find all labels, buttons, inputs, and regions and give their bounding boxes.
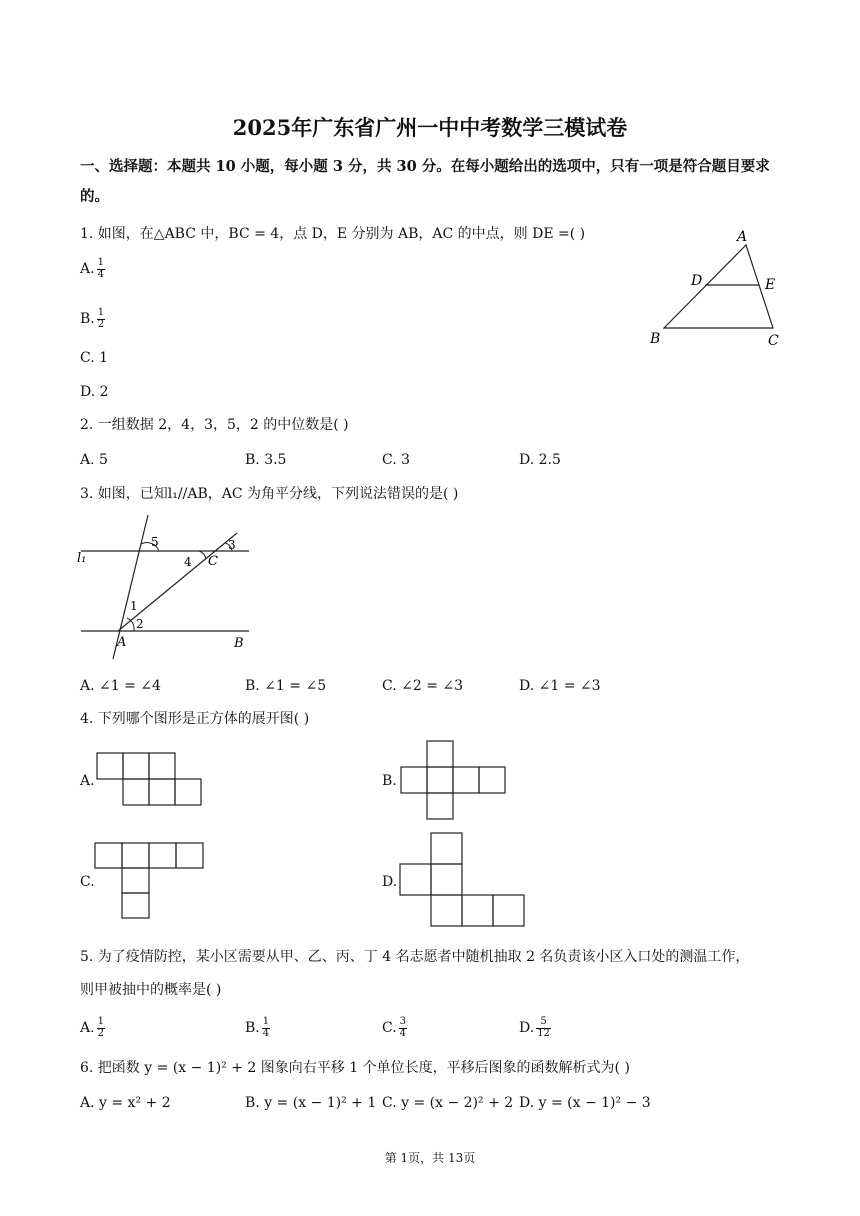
q6-stem: 6. 把函数 y = (x − 1)² + 2 图象向右平移 1 个单位长度，平移后图象的函数解析式为( ) bbox=[80, 1060, 630, 1076]
angle4-arc bbox=[199, 551, 206, 559]
label-3: 3 bbox=[228, 538, 236, 552]
q4-net-b bbox=[400, 740, 510, 822]
q5-option-b-fraction: $\frac{1}{4}$ bbox=[262, 1016, 270, 1039]
q5-option-a-fraction: $\frac{1}{2}$ bbox=[97, 1016, 104, 1039]
q1-option-b-fraction: $\frac{1}{2}$ bbox=[97, 307, 105, 330]
q5-option-d-fraction: $\frac{5}{12}$ bbox=[537, 1016, 550, 1039]
q1-option-c: C. 1 bbox=[80, 350, 109, 366]
q4-net-c bbox=[94, 842, 206, 920]
q4-option-c-label: C. bbox=[80, 874, 95, 890]
label-5: 5 bbox=[151, 535, 159, 549]
q5-option-b-prefix: B. bbox=[245, 1020, 260, 1036]
label-a: A bbox=[117, 635, 127, 650]
q3-stem: 3. 如图，已知l₁//AB，AC 为角平分线，下列说法错误的是( ) bbox=[80, 486, 459, 502]
q4-option-d-label: D. bbox=[382, 874, 398, 890]
q1-option-a bbox=[80, 258, 105, 280]
q1-option-b bbox=[80, 308, 105, 330]
q2-option-c: C. 3 bbox=[382, 452, 411, 468]
label-e: E bbox=[765, 277, 776, 293]
label-b: B bbox=[650, 331, 661, 347]
q4-option-a-label: A. bbox=[80, 773, 95, 789]
q1-option-b-prefix: B. bbox=[80, 311, 95, 327]
q5-option-a-prefix: A. bbox=[80, 1020, 95, 1036]
q1-stem: 1. 如图，在△ABC 中，BC = 4，点 D，E 分别为 AB，AC 的中点，则 DE =( ) bbox=[80, 226, 586, 242]
q5-stem-line1: 5. 为了疫情防控，某小区需要从甲、乙、丙、丁 4 名志愿者中随机抽取 2 名负责该小区入口处的测温工作， bbox=[80, 949, 750, 965]
q3-option-d: D. ∠1 = ∠3 bbox=[519, 678, 601, 694]
q5-option-b bbox=[245, 1017, 270, 1039]
label-b: B bbox=[234, 636, 244, 651]
q2-stem: 2. 一组数据 2，4，3，5，2 的中位数是( ) bbox=[80, 417, 349, 433]
q6-option-b: B. y = (x − 1)² + 1 bbox=[245, 1095, 377, 1111]
q5-option-d-prefix: D. bbox=[519, 1020, 535, 1036]
label-l1: l₁ bbox=[77, 551, 87, 566]
q3-option-b: B. ∠1 = ∠5 bbox=[245, 678, 327, 694]
q1-option-a-prefix: A. bbox=[80, 261, 95, 277]
q5-option-c-fraction: $\frac{3}{4}$ bbox=[399, 1016, 407, 1039]
label-4: 4 bbox=[184, 555, 192, 569]
q3-option-c: C. ∠2 = ∠3 bbox=[382, 678, 464, 694]
label-a: A bbox=[737, 229, 748, 245]
q1-option-a-fraction: $\frac{1}{4}$ bbox=[97, 257, 104, 280]
q4-option-b-label: B. bbox=[382, 773, 397, 789]
triangle-abc bbox=[664, 245, 776, 328]
label-c: C bbox=[768, 333, 779, 349]
q4-net-d bbox=[399, 832, 529, 928]
q6-option-c: C. y = (x − 2)² + 2 bbox=[382, 1095, 514, 1111]
label-c: C bbox=[208, 554, 218, 569]
q5-option-d bbox=[519, 1017, 551, 1039]
q3-option-a: A. ∠1 = ∠4 bbox=[80, 678, 161, 694]
q1-triangle-figure bbox=[640, 225, 785, 350]
section-heading-line2: 的。 bbox=[80, 188, 109, 205]
q2-option-b: B. 3.5 bbox=[245, 452, 287, 468]
q1-option-d: D. 2 bbox=[80, 384, 109, 400]
label-1: 1 bbox=[130, 599, 138, 613]
page-title: 2025年广东省广州一中中考数学三模试卷 bbox=[232, 115, 628, 140]
section-heading-line1: 一、选择题：本题共 10 小题，每小题 3 分，共 30 分。在每小题给出的选项中，只有一项是符合题目要求 bbox=[80, 158, 770, 175]
label-2: 2 bbox=[136, 617, 144, 631]
q2-option-d: D. 2.5 bbox=[519, 452, 561, 468]
q3-parallel-lines-figure bbox=[75, 510, 260, 660]
q5-option-c-prefix: C. bbox=[382, 1020, 397, 1036]
q4-net-a bbox=[96, 752, 206, 808]
q5-stem-line2: 则甲被抽中的概率是( ) bbox=[80, 982, 222, 998]
angle2-arc bbox=[132, 622, 134, 631]
q5-option-a bbox=[80, 1017, 105, 1039]
q2-option-a: A. 5 bbox=[80, 452, 108, 468]
q6-option-a: A. y = x² + 2 bbox=[80, 1095, 171, 1111]
q4-stem: 4. 下列哪个图形是正方体的展开图( ) bbox=[80, 711, 310, 727]
page-footer: 第 1页，共 13页 bbox=[384, 1151, 476, 1165]
q6-option-d: D. y = (x − 1)² − 3 bbox=[519, 1095, 651, 1111]
label-d: D bbox=[691, 273, 703, 289]
q5-option-c bbox=[382, 1017, 407, 1039]
